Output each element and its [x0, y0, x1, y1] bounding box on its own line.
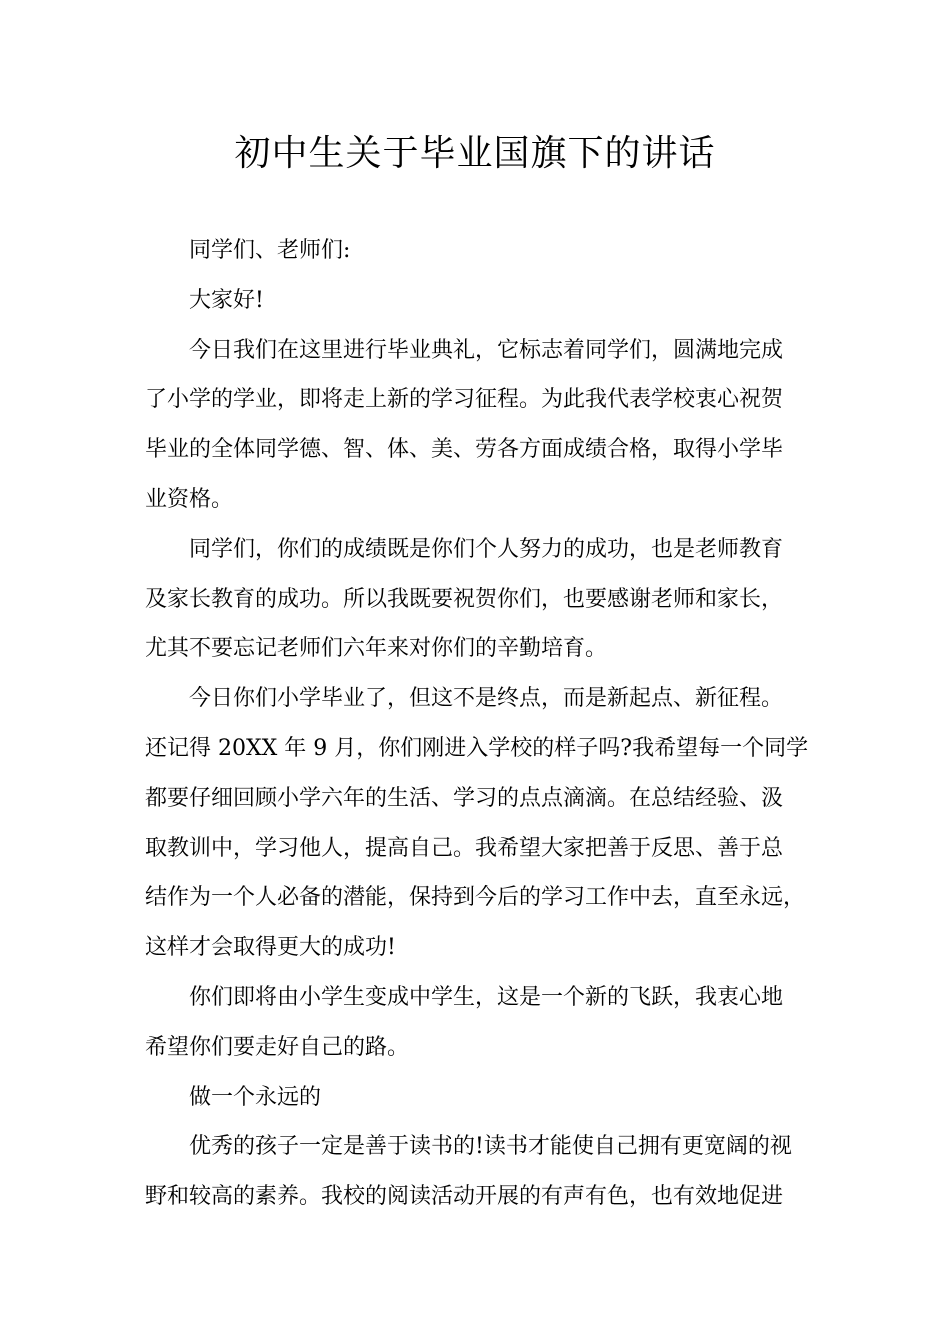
paragraph-middle-school: 你们即将由小学生变成中学生，这是一个新的飞跃，我衷心地 希望你们要走好自己的路。 — [145, 984, 784, 1060]
paragraph-heading: 做一个永远的 — [189, 1084, 322, 1110]
paragraph-ceremony: 今日我们在这里进行毕业典礼，它标志着同学们，圆满地完成 了小学的学业，即将走上新的学习征程。为此我代表学校衷心祝贺 毕业的全体同学德、智、体、美、劳各方面成绩合格，取得小学毕 业资格。 — [145, 337, 784, 512]
document-title: 初中生关于毕业国旗下的讲话 — [234, 133, 716, 174]
paragraph-reading: 优秀的孩子一定是善于读书的!读书才能使自己拥有更宽阔的视 野和较高的素养。我校的阅读活动开展的有声有色，也有效地促进 — [145, 1134, 792, 1210]
document-body — [145, 226, 825, 1222]
paragraph-new-start: 今日你们小学毕业了，但这不是终点，而是新起点、新征程。 还记得 20XX 年 9 月，你们刚进入学校的样子吗?我希望每一个同学 都要仔细回顾小学六年的生活、学习的点点滴滴。在总结经验、汲 取教训中，学习他人，提高自己。我希望大家把善于反思、善于总 结作为一个人必备的潜能，保持到今后的学习工作中去，直至永远， 这样才会取得更大的成功! — [145, 686, 809, 961]
paragraph-hello: 大家好! — [189, 287, 264, 313]
paragraph-thanks: 同学们，你们的成绩既是你们个人努力的成功，也是老师教育 及家长教育的成功。所以我既要祝贺你们，也要感谢老师和家长， 尤其不要忘记老师们六年来对你们的辛勤培育。 — [145, 536, 784, 662]
paragraph-greeting: 同学们、老师们: — [189, 238, 351, 263]
